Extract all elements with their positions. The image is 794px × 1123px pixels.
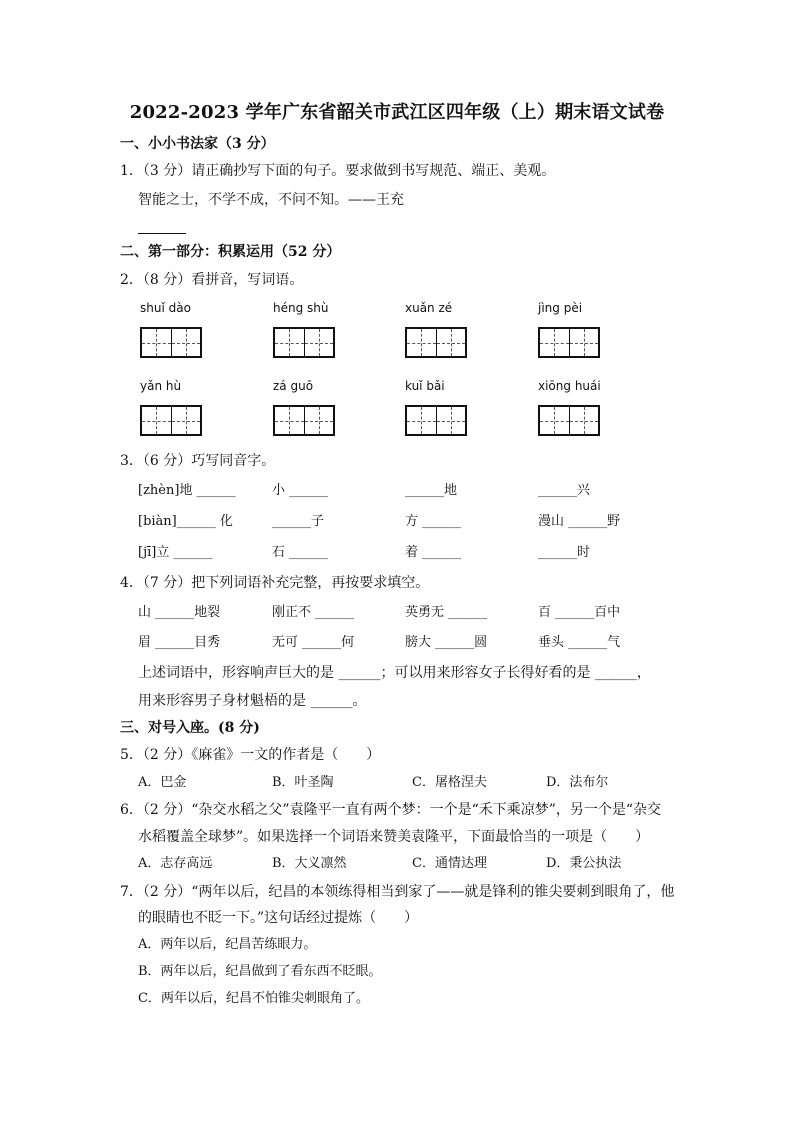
question-4-fill-line-1[interactable]: 上述词语中，形容响声巨大的是 ______；可以用来形容女子长得好看的是 ______， xyxy=(138,665,651,681)
tianzige-box[interactable] xyxy=(405,327,467,358)
idiom-item[interactable]: 刚正不 ______ xyxy=(272,605,355,620)
tianzige-box[interactable] xyxy=(538,405,600,436)
section-heading-2: 二、第一部分：积累运用（52 分） xyxy=(120,244,341,260)
question-4-fill-line-2[interactable]: 用来形容男子身材魁梧的是 ______。 xyxy=(138,693,367,709)
question-4-stem: 4．（7 分）把下列词语补充完整，再按要求填空。 xyxy=(120,575,430,591)
tianzige-box[interactable] xyxy=(405,405,467,436)
q7-option-a[interactable]: A．两年以后，纪昌苦练眼力。 xyxy=(138,937,317,952)
q7-option-b[interactable]: B．两年以后，纪昌做到了看东西不眨眼。 xyxy=(138,964,382,979)
question-6-stem-line-2: 水稻覆盖全球梦”。如果选择一个词语来赞美袁隆平，下面最恰当的一项是（ ） xyxy=(138,829,650,845)
pinyin-label: yǎn hù xyxy=(140,379,182,393)
q6-option-d[interactable]: D．秉公执法 xyxy=(546,856,622,871)
q7-option-c[interactable]: C．两年以后，纪昌不怕锥尖刺眼角了。 xyxy=(138,991,369,1006)
q5-option-a[interactable]: A．巴金 xyxy=(138,775,187,790)
homophone-item[interactable]: 石 ______ xyxy=(272,545,329,560)
q5-option-b[interactable]: B．叶圣陶 xyxy=(272,775,334,790)
tianzige-box[interactable] xyxy=(140,327,202,358)
idiom-item[interactable]: 眉 ______目秀 xyxy=(138,635,221,650)
question-2-stem: 2．（8 分）看拼音，写词语。 xyxy=(120,272,304,288)
homophone-item[interactable]: [jī]立 ______ xyxy=(138,545,213,560)
question-1-quote: 智能之士，不学不成，不问不知。——王充 xyxy=(138,192,404,208)
question-6-stem-line-1: 6．（2 分）“杂交水稻之父”袁隆平一直有两个梦：一个是“禾下乘凉梦”，另一个是“杂交 xyxy=(120,802,662,818)
q6-option-a[interactable]: A．志存高远 xyxy=(138,856,213,871)
tianzige-box[interactable] xyxy=(273,405,335,436)
pinyin-label: xuǎn zé xyxy=(405,301,453,315)
q6-option-c[interactable]: C．通情达理 xyxy=(412,856,487,871)
homophone-item[interactable]: [biàn]______ 化 xyxy=(138,514,233,529)
idiom-item[interactable]: 百 ______百中 xyxy=(538,605,621,620)
idiom-item[interactable]: 无可 ______何 xyxy=(272,635,355,650)
question-1-answer-blank[interactable] xyxy=(138,219,186,239)
question-3-stem: 3．（6 分）巧写同音字。 xyxy=(120,453,276,469)
homophone-item[interactable]: ______兴 xyxy=(538,483,591,498)
pinyin-label: xiōng huái xyxy=(538,379,601,393)
pinyin-label: kuǐ bǎi xyxy=(405,379,445,393)
homophone-item[interactable]: 小 ______ xyxy=(272,483,329,498)
page-title: 2022-2023 学年广东省韶关市武江区四年级（上）期末语文试卷 xyxy=(129,102,665,123)
homophone-item[interactable]: ______时 xyxy=(538,545,591,560)
homophone-item[interactable]: ______地 xyxy=(405,483,458,498)
idiom-item[interactable]: 膀大 ______圆 xyxy=(405,635,488,650)
tianzige-box[interactable] xyxy=(538,327,600,358)
idiom-item[interactable]: 山 ______地裂 xyxy=(138,605,221,620)
tianzige-box[interactable] xyxy=(273,327,335,358)
pinyin-label: shuǐ dào xyxy=(140,301,191,315)
homophone-item[interactable]: 方 ______ xyxy=(405,514,462,529)
section-heading-1: 一、小小书法家（3 分） xyxy=(120,136,275,152)
idiom-item[interactable]: 垂头 ______气 xyxy=(538,635,621,650)
pinyin-label: jìng pèi xyxy=(538,301,583,315)
homophone-item[interactable]: ______子 xyxy=(272,514,325,529)
pinyin-label: héng shù xyxy=(273,301,329,315)
homophone-item[interactable]: 漫山 ______野 xyxy=(538,514,621,529)
tianzige-box[interactable] xyxy=(140,405,202,436)
question-7-stem-line-1: 7．（2 分）“两年以后，纪昌的本领练得相当到家了——就是锋利的锥尖要刺到眼角了，他 xyxy=(120,884,675,900)
section-heading-3: 三、对号入座。(8 分) xyxy=(120,720,260,736)
q5-option-d[interactable]: D．法布尔 xyxy=(546,775,609,790)
homophone-item[interactable]: [zhèn]地 ______ xyxy=(138,483,236,498)
question-5-stem: 5．（2 分）《麻雀》一文的作者是（ ） xyxy=(120,747,381,763)
q6-option-b[interactable]: B．大义凛然 xyxy=(272,856,347,871)
pinyin-label: zá guō xyxy=(273,379,314,393)
homophone-item[interactable]: 着 ______ xyxy=(405,545,462,560)
idiom-item[interactable]: 英勇无 ______ xyxy=(405,605,488,620)
question-7-stem-line-2: 的眼睛也不眨一下。”这句话经过提炼（ ） xyxy=(138,910,419,926)
q5-option-c[interactable]: C．屠格涅夫 xyxy=(412,775,487,790)
question-1-stem: 1．（3 分）请正确抄写下面的句子。要求做到书写规范、端正、美观。 xyxy=(120,163,556,179)
